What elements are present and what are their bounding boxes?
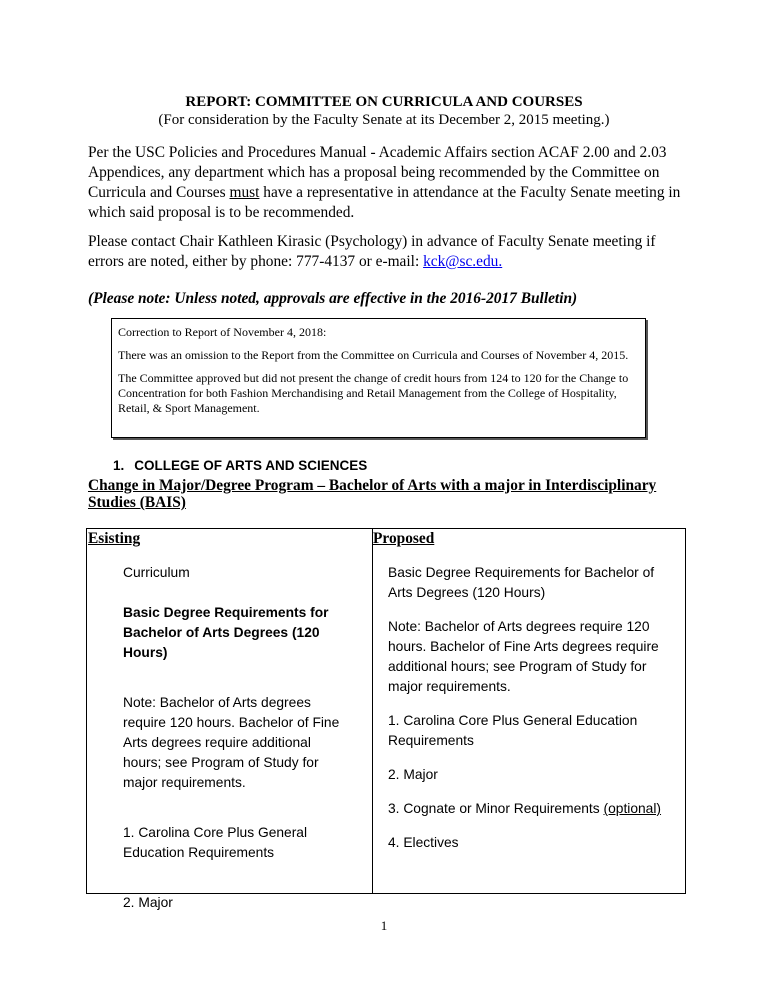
- page-number: 1: [380, 918, 388, 933]
- section-title: COLLEGE OF ARTS AND SCIENCES: [134, 458, 368, 473]
- existing-item-2: 2. Major: [123, 895, 173, 910]
- proposed-item-3: [388, 799, 678, 819]
- contact-paragraph: [88, 232, 688, 272]
- bulletin-note: (Please note: Unless noted, approvals are effective in the 2016-2017 Bulletin): [88, 290, 578, 307]
- intro-paragraph: [88, 143, 688, 223]
- existing-column: [123, 563, 353, 913]
- existing-column-label: Esisting: [88, 530, 141, 547]
- column-divider: [372, 529, 373, 893]
- correction-title: Correction to Report of November 4, 2018:: [118, 325, 327, 339]
- proposed-column-label: Proposed: [373, 530, 435, 547]
- intro-text-b: have a representative in attendance at the Faculty Senate meeting in which said proposal is to be recommended.: [88, 184, 681, 221]
- correction-detail: The Committee approved but did not present the change of credit hours from 124 to 120 for the Change to Concentration for both Fashion Merchandising and Retail Management from the College of Hospitality, Retail, & Sport Management.: [118, 371, 629, 415]
- existing-item-1: 1. Carolina Core Plus General Education Requirements: [123, 825, 308, 860]
- proposed-basic-requirements: Basic Degree Requirements for Bachelor of Arts Degrees (120 Hours): [388, 565, 655, 600]
- proposed-item-1: 1. Carolina Core Plus General Education Requirements: [388, 713, 638, 748]
- correction-box: [111, 318, 646, 438]
- proposed-note: Note: Bachelor of Arts degrees require 120 hours. Bachelor of Fine Arts degrees require additional hours; see Program of Study for major requirements.: [388, 619, 659, 694]
- report-subtitle: (For consideration by the Faculty Senate at its December 2, 2015 meeting.): [158, 112, 610, 128]
- proposed-item-4: 4. Electives: [388, 835, 459, 850]
- section-number: 1.: [113, 458, 125, 473]
- must-emphasis: must: [229, 184, 260, 201]
- correction-omission: There was an omission to the Report from the Committee on Curricula and Courses of November 4, 2015.: [118, 348, 629, 362]
- section-heading: [113, 458, 367, 473]
- existing-note: Note: Bachelor of Arts degrees require 120 hours. Bachelor of Fine Arts degrees require additional hours; see Program of Study for major requirements.: [123, 695, 340, 790]
- existing-curriculum: Curriculum: [123, 565, 190, 580]
- proposed-item-3-text: 3. Cognate or Minor Requirements: [388, 801, 604, 816]
- contact-text: Please contact Chair Kathleen Kirasic (Psychology) in advance of Faculty Senate meeting if errors are noted, either by phone: 777-4137 or e-mail:: [88, 233, 656, 270]
- proposed-item-2: 2. Major: [388, 767, 438, 782]
- intro-text-a: Per the USC Policies and Procedures Manual - Academic Affairs section ACAF 2.00 and 2.03 Appendices, any department which has a proposal being recommended by the Committee on Curricula and Courses: [88, 144, 667, 201]
- change-heading: Change in Major/Degree Program – Bachelor of Arts with a major in Interdisciplinary Studies (BAIS): [88, 477, 657, 511]
- report-title: REPORT: COMMITTEE ON CURRICULA AND COURSES: [185, 94, 583, 110]
- optional-label: (optional): [603, 801, 662, 816]
- email-link[interactable]: kck@sc.edu.: [423, 253, 503, 270]
- proposed-column: [388, 563, 678, 853]
- existing-basic-requirements: Basic Degree Requirements for Bachelor of Arts Degrees (120 Hours): [123, 605, 329, 660]
